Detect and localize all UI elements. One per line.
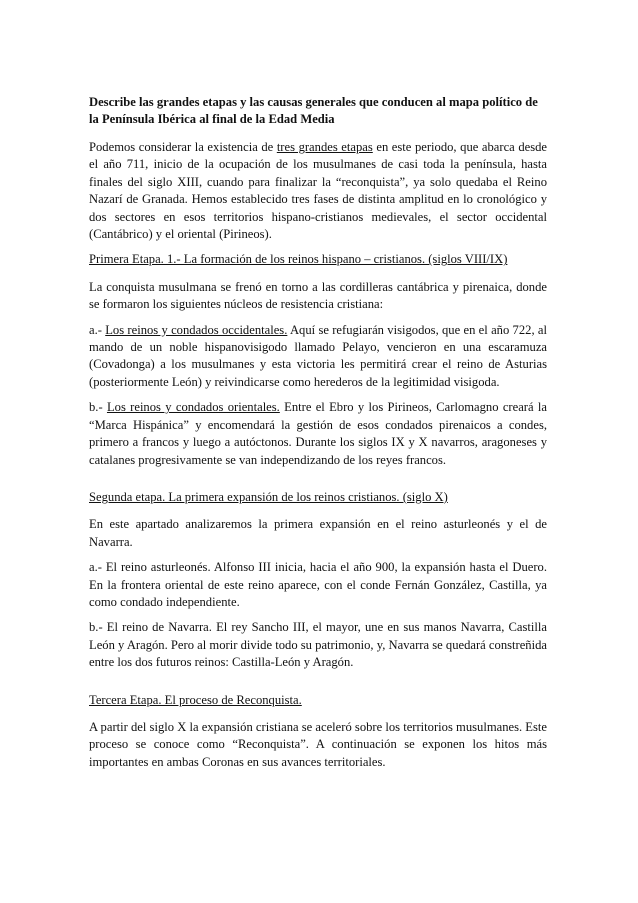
intro-text-start: Podemos considerar la existencia de bbox=[89, 140, 277, 154]
stage1-item-b-title: Los reinos y condados orientales. bbox=[106, 400, 280, 415]
stage1-item-a-text: Aquí se refugiarán visigodos, que en el año 722, al mando de un noble hispanovisigodo llamado Pelayo, vencieron en una escaramuza (Covadonga) a los musulmanes y esta victoria les permitirá crear el reino de Asturias (posteriormente León) y reivindicarse como herederos de la legitimidad visigoda. bbox=[89, 322, 547, 389]
stage1-item-b bbox=[89, 399, 547, 469]
document-title: Describe las grandes etapas y las causas generales que conducen al mapa político de la Península Ibérica al final de la Edad Media bbox=[89, 95, 538, 126]
intro-text-end: en este periodo, que abarca desde el año 711, inicio de la ocupación de los musulmanes de casi toda la península, hasta finales del siglo XIII, cuando para finalizar la “reconquista”, ya solo quedaba el Reino Nazarí de Granada. Hemos establecido tres fases de distinta amplitud en lo cronológico y dos sectores en esos territorios hispano-cristianos medievales, el sector occidental (Cantábrico) y el oriental (Pirineos). bbox=[89, 140, 547, 242]
stage2-item-a: a.- El reino asturleonés. Alfonso III inicia, hacia el año 900, la expansión hasta el Duero. En la frontera oriental de este reino aparece, con el conde Fernán González, Castilla, ya como condado independiente. bbox=[89, 560, 547, 609]
stage2-paragraph: En este apartado analizaremos la primera expansión en el reino asturleonés y el de Navarra. bbox=[89, 517, 547, 549]
stage1-item-b-text: Entre el Ebro y los Pirineos, Carlomagno creará la “Marca Hispánica” y encomendará la gestión de esos condados pirenaicos a condes, primero a francos y luego a autóctonos. Durante los siglos IX y X navarros, aragoneses y catalanes progresivamente se van independizando de los reyes francos. bbox=[89, 400, 547, 467]
document-page bbox=[89, 94, 547, 779]
stage1-heading: Primera Etapa. 1.- La formación de los reinos hispano – cristianos. (siglos VIII/IX) bbox=[89, 252, 508, 267]
stage1-item-a-title: Los reinos y condados occidentales. bbox=[105, 322, 288, 337]
stage3-paragraph: A partir del siglo X la expansión cristiana se aceleró sobre los territorios musulmanes. Este proceso se conoce como “Reconquista”. A continuación se exponen los hitos más importantes en ambas Coronas en sus avances territoriales. bbox=[89, 719, 547, 769]
stage1-item-a-label: a.- bbox=[89, 322, 106, 337]
intro-underlined-phrase: tres grandes etapas bbox=[276, 140, 373, 154]
stage1-item-b-label: b.- bbox=[89, 400, 107, 415]
stage1-item-a bbox=[89, 322, 547, 392]
stage3-heading: Tercera Etapa. El proceso de Reconquista. bbox=[89, 692, 302, 707]
stage2-heading: Segunda etapa. La primera expansión de los reinos cristianos. (siglo X) bbox=[89, 489, 448, 504]
stage1-paragraph: La conquista musulmana se frenó en torno a las cordilleras cantábrica y pirenaica, donde se formaron los siguientes núcleos de resistencia cristiana: bbox=[89, 279, 547, 312]
stage2-item-b: b.- El reino de Navarra. El rey Sancho III, el mayor, une en sus manos Navarra, Castilla León y Aragón. Pero al morir divide todo su patrimonio, y, Navarra se quedará constreñida entre los dos futuros reinos: Castilla-León y Aragón. bbox=[89, 620, 547, 670]
intro-paragraph bbox=[89, 139, 547, 243]
